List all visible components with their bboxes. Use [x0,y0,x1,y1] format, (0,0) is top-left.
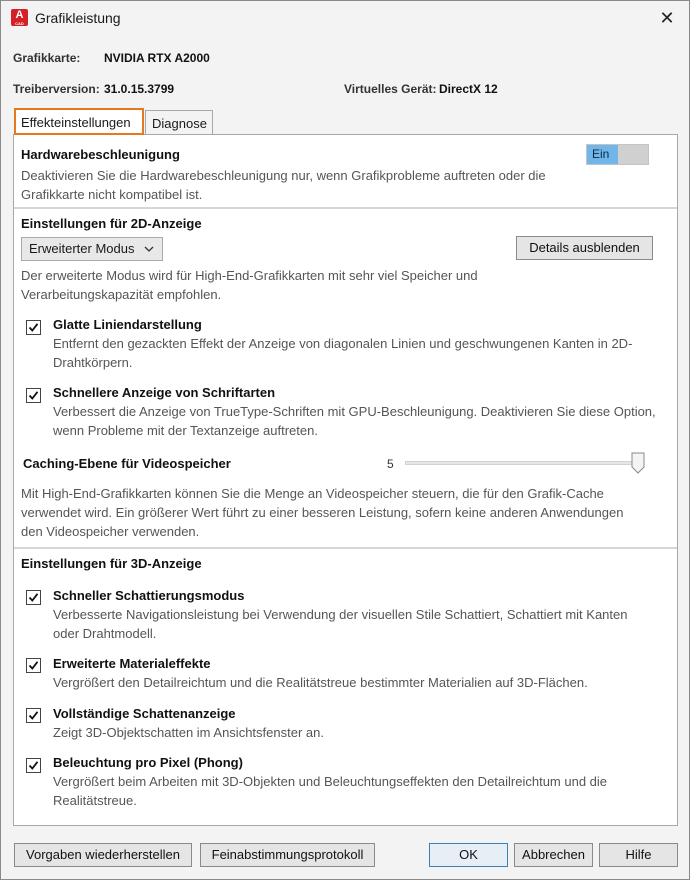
graphics-card-value: NVIDIA RTX A2000 [104,51,210,65]
display-mode-selected: Erweiterter Modus [29,241,135,256]
per-pixel-lighting-desc-line: Realitätstreue. [53,793,137,808]
full-shadow-checkbox[interactable] [26,708,41,723]
window-title: Grafikleistung [35,10,121,26]
close-icon[interactable]: ✕ [659,8,675,28]
driver-version-label: Treiberversion: [13,82,100,96]
fast-shading-desc-line: Verbesserte Navigationsleistung bei Verwendung der visuellen Stile Schattiert, Schattiert mit Kanten [53,607,628,622]
smooth-lines-desc-line: Entfernt den gezackten Effekt der Anzeige von diagonalen Linien und geschwungenen Kanten in 2D- [53,336,633,351]
full-shadow-desc [53,723,324,742]
restore-defaults-button[interactable]: Vorgaben wiederherstellen [14,843,192,867]
material-effects-checkbox[interactable] [26,658,41,673]
checkmark-icon [28,710,39,721]
ok-button[interactable]: OK [429,843,508,867]
effect-settings-panel [13,134,678,826]
checkmark-icon [28,760,39,771]
virtual-device-value: DirectX 12 [439,82,498,96]
smooth-lines-checkbox[interactable] [26,320,41,335]
smooth-lines-desc [53,334,632,372]
full-shadow-label: Vollständige Schattenanzeige [53,706,236,721]
mode-desc-line: Verarbeitungskapazität empfohlen. [21,287,222,302]
app-logo-sub: CAD [15,21,24,26]
hardware-acceleration-title: Hardwarebeschleunigung [21,147,180,162]
display-2d-title: Einstellungen für 2D-Anzeige [21,216,202,231]
hardware-acceleration-toggle[interactable] [586,144,649,165]
video-cache-desc [21,484,623,541]
display-mode-dropdown[interactable] [21,237,163,261]
app-logo-letter: A [15,9,24,21]
fast-shading-checkbox[interactable] [26,590,41,605]
tab-effect-settings[interactable]: Effekteinstellungen [14,108,144,135]
smooth-lines-desc-line: Drahtkörpern. [53,355,133,370]
driver-version-value: 31.0.15.3799 [104,82,175,96]
faster-fonts-desc [53,402,656,440]
fast-shading-desc-line: oder Drahtmodell. [53,626,157,641]
faster-fonts-desc-line: Verbessert die Anzeige von TrueType-Schriften mit GPU-Beschleunigung. Deaktivieren Sie diese Option, [53,404,656,419]
display-3d-title: Einstellungen für 3D-Anzeige [21,556,202,571]
per-pixel-lighting-checkbox[interactable] [26,758,41,773]
mode-desc [21,266,478,304]
video-cache-desc-line: verwendet wird. Ein größerer Wert führt zu einer besseren Leistung, sofern keine anderen Anwendungen [21,505,624,520]
video-cache-slider-track[interactable] [405,461,641,465]
app-logo-icon [11,9,28,26]
material-effects-label: Erweiterte Materialeffekte [53,656,211,671]
per-pixel-lighting-desc [53,772,607,810]
toggle-on-label: Ein [587,145,618,164]
video-cache-title: Caching-Ebene für Videospeicher [23,456,231,471]
title-bar [1,1,689,35]
hide-details-button[interactable]: Details ausblenden [516,236,653,260]
full-shadow-desc-line: Zeigt 3D-Objektschatten im Ansichtsfenster an. [53,725,324,740]
hardware-desc-line: Grafikkarte nicht kompatibel ist. [21,187,203,202]
per-pixel-lighting-label: Beleuchtung pro Pixel (Phong) [53,755,243,770]
faster-fonts-desc-line: wenn Probleme mit der Textanzeige auftreten. [53,423,318,438]
checkmark-icon [28,592,39,603]
hardware-desc-line: Deaktivieren Sie die Hardwarebeschleunigung nur, wenn Grafikprobleme auftreten oder die [21,168,546,183]
virtual-device-label: Virtuelles Gerät: [344,82,437,96]
material-effects-desc [53,673,588,692]
faster-fonts-checkbox[interactable] [26,388,41,403]
help-button[interactable]: Hilfe [599,843,678,867]
smooth-lines-label: Glatte Liniendarstellung [53,317,202,332]
faster-fonts-label: Schnellere Anzeige von Schriftarten [53,385,276,400]
fast-shading-desc [53,605,628,643]
fast-shading-label: Schneller Schattierungsmodus [53,588,245,603]
tuning-log-button[interactable]: Feinabstimmungsprotokoll [200,843,375,867]
cancel-button[interactable]: Abbrechen [514,843,593,867]
video-cache-desc-line: Mit High-End-Grafikkarten können Sie die Menge an Videospeicher steuern, die für den Grafik-Cache [21,486,604,501]
video-cache-slider-thumb[interactable] [631,452,645,477]
chevron-down-icon [144,238,154,269]
material-effects-desc-line: Vergrößert den Detailreichtum und die Realitätstreue bestimmter Materialien auf 3D-Flächen. [53,675,588,690]
checkmark-icon [28,322,39,333]
per-pixel-lighting-desc-line: Vergrößert beim Arbeiten mit 3D-Objekten und Beleuchtungseffekten den Detailreichtum und die [53,774,608,789]
video-cache-desc-line: den Videospeicher verwenden. [21,524,200,539]
mode-desc-line: Der erweiterte Modus wird für High-End-Grafikkarten mit sehr viel Speicher und [21,268,478,283]
hardware-acceleration-desc [21,166,546,204]
divider [14,207,677,209]
divider [14,547,677,549]
video-cache-value: 5 [387,457,394,471]
checkmark-icon [28,660,39,671]
graphics-card-label: Grafikkarte: [13,51,81,65]
tab-diagnose[interactable]: Diagnose [145,110,213,135]
checkmark-icon [28,390,39,401]
